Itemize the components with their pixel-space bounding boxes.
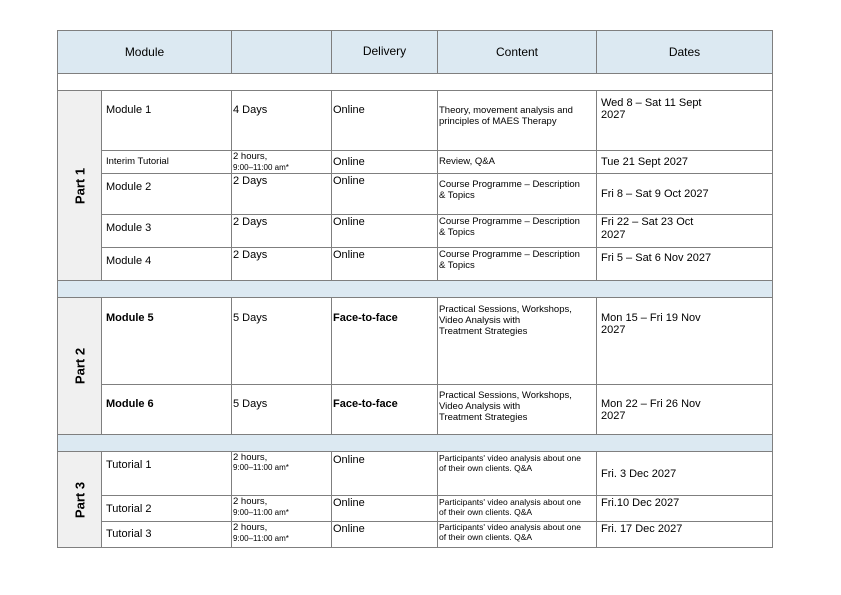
content-line-3: Treatment Strategies	[439, 326, 528, 337]
dates-line-1: Fri 8 – Sat 9 Oct 2027	[601, 188, 709, 200]
module-name: Module 2	[106, 181, 152, 193]
duration-time: 9:00–11:00 am*	[233, 534, 289, 543]
row-1-module-cell	[101, 90, 232, 151]
content-line-1: Review, Q&A	[439, 156, 495, 167]
module-name: Module 6	[106, 398, 154, 410]
header-dates-label: Dates	[668, 45, 701, 59]
duration: 2 hours,	[233, 151, 268, 162]
duration-time: 9:00–11:00 am*	[233, 163, 289, 172]
delivery: Online	[333, 523, 365, 535]
dates-line-1: Fri. 17 Dec 2027	[601, 523, 683, 535]
separator-band	[57, 434, 773, 452]
dates-line-1: Fri. 3 Dec 2027	[601, 468, 677, 480]
module-name: Interim Tutorial	[106, 156, 169, 167]
header-module	[57, 30, 232, 74]
duration-time: 9:00–11:00 am*	[233, 508, 289, 517]
delivery: Face-to-face	[333, 398, 398, 410]
content-line-1: Participants' video analysis about one	[439, 522, 581, 532]
content-line-1: Participants' video analysis about one	[439, 453, 581, 463]
delivery: Online	[333, 454, 365, 466]
content-line-2: principles of MAES Therapy	[439, 116, 557, 127]
module-name: Tutorial 3	[106, 528, 152, 540]
dates-line-2: 2027	[601, 324, 626, 336]
part-2-cell	[57, 297, 102, 435]
delivery: Face-to-face	[333, 312, 398, 324]
spacer-row	[57, 73, 773, 91]
duration: 2 Days	[233, 249, 268, 261]
dates-line-1: Fri.10 Dec 2027	[601, 497, 680, 509]
content-line-2: of their own clients. Q&A	[439, 507, 533, 517]
delivery: Online	[333, 104, 365, 116]
delivery: Online	[333, 497, 365, 509]
row-6-duration-cell	[231, 297, 332, 385]
duration-time: 9:00–11:00 am*	[233, 463, 289, 472]
row-3-module-cell	[101, 173, 232, 215]
dates-line-2: 2027	[601, 410, 626, 422]
content-line-1: Course Programme – Description	[439, 179, 580, 190]
part-2-label: Part 2	[72, 347, 87, 385]
part-3-label: Part 3	[72, 481, 87, 518]
header-duration	[231, 30, 332, 74]
content-line-2: of their own clients. Q&A	[439, 532, 533, 542]
duration: 2 Days	[233, 216, 268, 228]
content-line-1: Practical Sessions, Workshops,	[439, 304, 572, 315]
part-1-cell	[57, 90, 102, 281]
module-name: Module 4	[106, 255, 152, 267]
duration: 5 Days	[233, 312, 268, 324]
module-name: Module 5	[106, 312, 154, 324]
dates-line-2: 2027	[601, 229, 626, 241]
dates-line-1: Mon 22 – Fri 26 Nov	[601, 398, 701, 410]
header-content	[437, 30, 597, 74]
part-1-label: Part 1	[72, 167, 87, 204]
row-1-delivery-cell	[331, 90, 438, 151]
module-name: Module 3	[106, 222, 152, 234]
content-line-2: Video Analysis with	[439, 315, 521, 326]
content-line-2: & Topics	[439, 260, 475, 271]
header-module-label: Module	[124, 45, 165, 59]
header-delivery-label: Delivery	[362, 44, 407, 58]
dates-line-1: Fri 22 – Sat 23 Oct	[601, 216, 694, 228]
duration: 2 hours,	[233, 496, 268, 507]
content-line-1: Theory, movement analysis and	[439, 105, 573, 116]
row-6-module-cell	[101, 297, 232, 385]
part-3-cell	[57, 451, 102, 548]
content-line-2: Video Analysis with	[439, 401, 521, 412]
header-content-label: Content	[495, 45, 539, 59]
content-line-1: Participants' video analysis about one	[439, 497, 581, 507]
dates-line-1: Tue 21 Sept 2027	[601, 156, 689, 168]
duration: 2 Days	[233, 175, 268, 187]
delivery: Online	[333, 249, 365, 261]
duration: 2 hours,	[233, 452, 268, 463]
delivery: Online	[333, 216, 365, 228]
content-line-2: of their own clients. Q&A	[439, 463, 533, 473]
row-8-module-cell	[101, 451, 232, 496]
delivery: Online	[333, 175, 365, 187]
dates-line-1: Fri 5 – Sat 6 Nov 2027	[601, 252, 712, 264]
separator-band	[57, 280, 773, 298]
row-1-duration-cell	[231, 90, 332, 151]
header-dates	[596, 30, 773, 74]
delivery: Online	[333, 156, 365, 168]
content-line-1: Course Programme – Description	[439, 249, 580, 260]
row-6-dates-cell	[596, 297, 773, 385]
header-delivery	[331, 30, 438, 74]
content-line-2: & Topics	[439, 227, 475, 238]
dates-line-1: Wed 8 – Sat 11 Sept	[601, 97, 702, 109]
content-line-1: Course Programme – Description	[439, 216, 580, 227]
module-name: Tutorial 1	[106, 459, 152, 471]
content-line-3: Treatment Strategies	[439, 412, 528, 423]
dates-line-2: 2027	[601, 109, 626, 121]
module-name: Tutorial 2	[106, 503, 152, 515]
duration: 5 Days	[233, 398, 268, 410]
row-6-delivery-cell	[331, 297, 438, 385]
duration: 2 hours,	[233, 522, 268, 533]
module-name: Module 1	[106, 104, 152, 116]
dates-line-1: Mon 15 – Fri 19 Nov	[601, 312, 701, 324]
duration: 4 Days	[233, 104, 268, 116]
content-line-1: Practical Sessions, Workshops,	[439, 390, 572, 401]
content-line-2: & Topics	[439, 190, 475, 201]
